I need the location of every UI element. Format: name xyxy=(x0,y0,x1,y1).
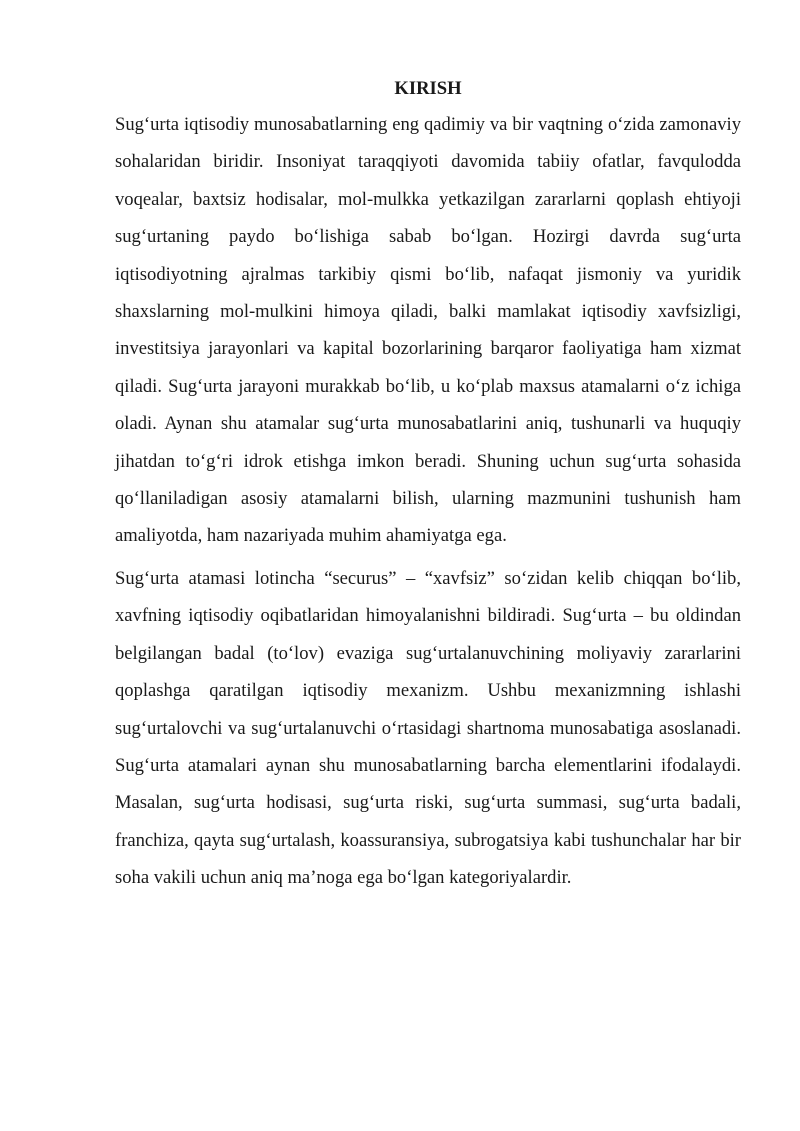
document-title: KIRISH xyxy=(394,78,462,99)
body-paragraph-2: Sug‘urta atamasi lotincha “securus” – “xavfsiz” so‘zidan kelib chiqqan bo‘lib, xavfning iqtisodiy oqibatlaridan himoyalanishni bildiradi. Sug‘urta – bu oldindan belgilangan badal (to‘lov) evaziga sug‘urtalanuvchining moliyaviy zararlarini qoplashga qaratilgan iqtisodiy mexanizm. Ushbu mexanizmning ishlashi sug‘urtalovchi va sug‘urtalanuvchi o‘rtasidagi shartnoma munosabatiga asoslanadi. Sug‘urta atamalari aynan shu munosabatlarning barcha elementlarini ifodalaydi. Masalan, sug‘urta hodisasi, sug‘urta riski, sug‘urta summasi, sug‘urta badali, franchiza, qayta sug‘urtalash, koassuransiya, subrogatsiya kabi tushunchalar har bir soha vakili uchun aniq ma’noga ega bo‘lgan kategoriyalardir. xyxy=(115,567,741,889)
body-paragraph-1: Sug‘urta iqtisodiy munosabatlarning eng qadimiy va bir vaqtning o‘zida zamonaviy sohalaridan biridir. Insoniyat taraqqiyoti davomida tabiiy ofatlar, favqulodda voqealar, baxtsiz hodisalar, mol-mulkka yetkazilgan zararlarni qoplash ehtiyoji sug‘urtaning paydo bo‘lishiga sabab bo‘lgan. Hozirgi davrda sug‘urta iqtisodiyotning ajralmas tarkibiy qismi bo‘lib, nafaqat jismoniy va yuridik shaxslarning mol-mulkini himoya qiladi, balki mamlakat iqtisodiy xavfsizligi, investitsiya jarayonlari va kapital bozorlarining barqaror faoliyatiga ham xizmat qiladi. Sug‘urta jarayoni murakkab bo‘lib, u ko‘plab maxsus atamalarni o‘z ichiga oladi. Aynan shu atamalar sug‘urta munosabatlarini aniq, tushunarli va huquqiy jihatdan to‘g‘ri idrok etishga imkon beradi. Shuning uchun sug‘urta sohasida qo‘llaniladigan asosiy atamalarni bilish, ularning mazmunini tushunish ham amaliyotda, ham nazariyada muhim ahamiyatga ega. xyxy=(115,114,741,547)
document-page xyxy=(115,72,741,897)
